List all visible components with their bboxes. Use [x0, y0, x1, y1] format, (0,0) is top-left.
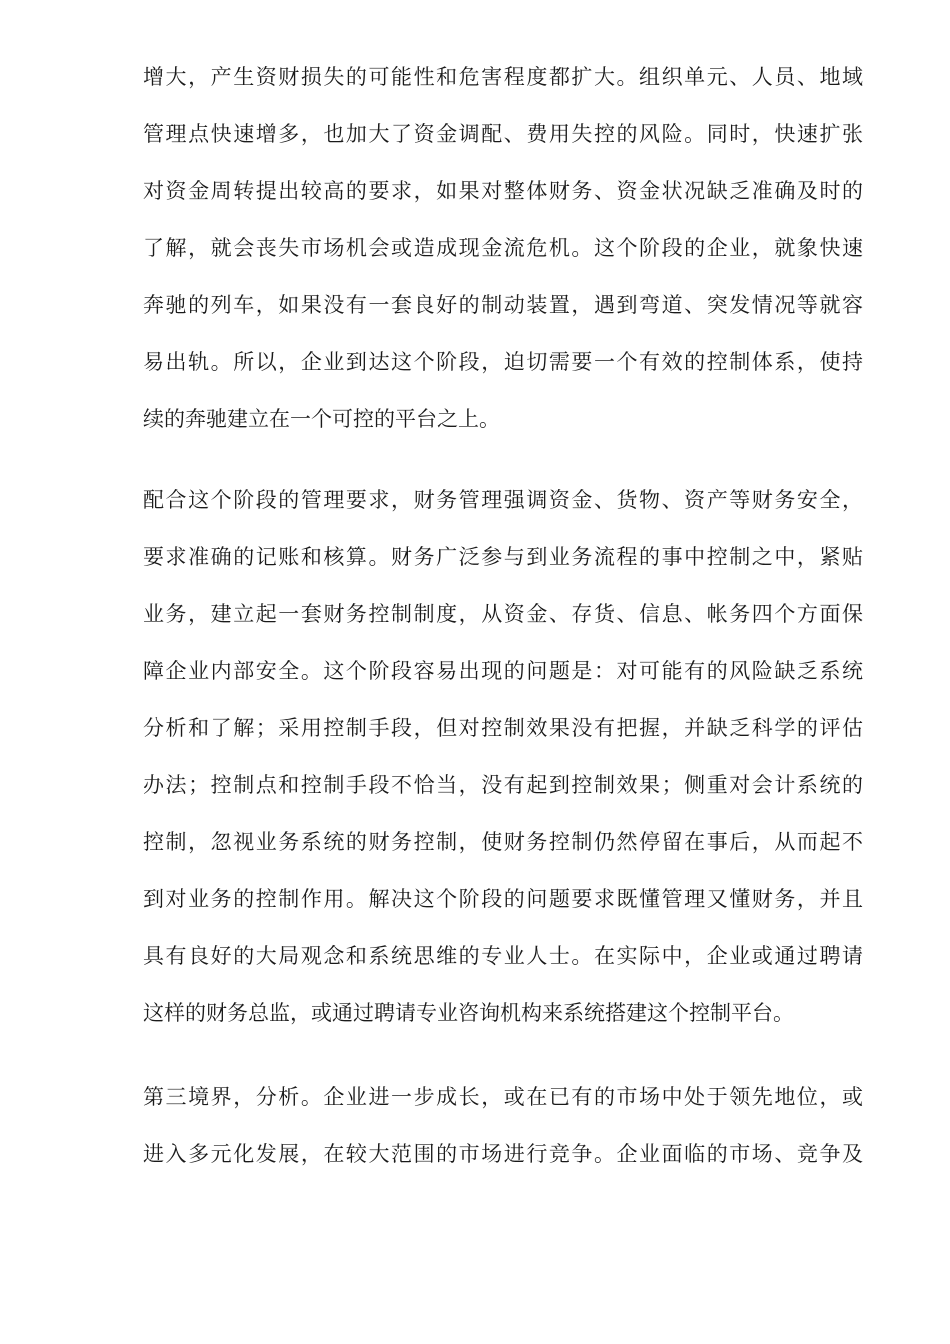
text-line: 业务，建立起一套财务控制制度，从资金、存货、信息、帐务四个方面保: [143, 602, 863, 626]
text-line: 了解，就会丧失市场机会或造成现金流危机。这个阶段的企业，就象快速: [143, 236, 863, 260]
paragraph-expansion-risk: [143, 49, 863, 448]
text-line: 第三境界，分析。企业进一步成长，或在已有的市场中处于领先地位，或: [143, 1085, 863, 1109]
text-line: 分析和了解；采用控制手段，但对控制效果没有把握，并缺乏科学的评估: [143, 716, 863, 740]
text-line: 续的奔驰建立在一个可控的平台之上。: [143, 407, 500, 431]
text-line: 要求准确的记账和核算。财务广泛参与到业务流程的事中控制之中，紧贴: [143, 545, 863, 569]
paragraph-control-stage: [143, 472, 863, 1042]
text-line: 控制，忽视业务系统的财务控制，使财务控制仍然停留在事后，从而起不: [143, 830, 863, 854]
paragraph-third-realm-analysis: [143, 1069, 863, 1183]
text-line: 对资金周转提出较高的要求，如果对整体财务、资金状况缺乏准确及时的: [143, 179, 863, 203]
text-line: 易出轨。所以，企业到达这个阶段，迫切需要一个有效的控制体系，使持: [143, 350, 863, 374]
text-line: 管理点快速增多，也加大了资金调配、费用失控的风险。同时，快速扩张: [143, 122, 863, 146]
text-line: 具有良好的大局观念和系统思维的专业人士。在实际中，企业或通过聘请: [143, 944, 863, 968]
text-line: 奔驰的列车，如果没有一套良好的制动装置，遇到弯道、突发情况等就容: [143, 293, 863, 317]
text-line: 障企业内部安全。这个阶段容易出现的问题是：对可能有的风险缺乏系统: [143, 659, 863, 683]
text-line: 增大，产生资财损失的可能性和危害程度都扩大。组织单元、人员、地域: [143, 65, 863, 89]
text-line: 到对业务的控制作用。解决这个阶段的问题要求既懂管理又懂财务，并且: [143, 887, 863, 911]
text-line: 办法；控制点和控制手段不恰当，没有起到控制效果；侧重对会计系统的: [143, 773, 863, 797]
text-line: 配合这个阶段的管理要求，财务管理强调资金、货物、资产等财务安全，: [143, 488, 863, 512]
text-line: 进入多元化发展，在较大范围的市场进行竞争。企业面临的市场、竞争及: [143, 1142, 863, 1166]
text-line: 这样的财务总监，或通过聘请专业咨询机构来系统搭建这个控制平台。: [143, 1001, 794, 1025]
